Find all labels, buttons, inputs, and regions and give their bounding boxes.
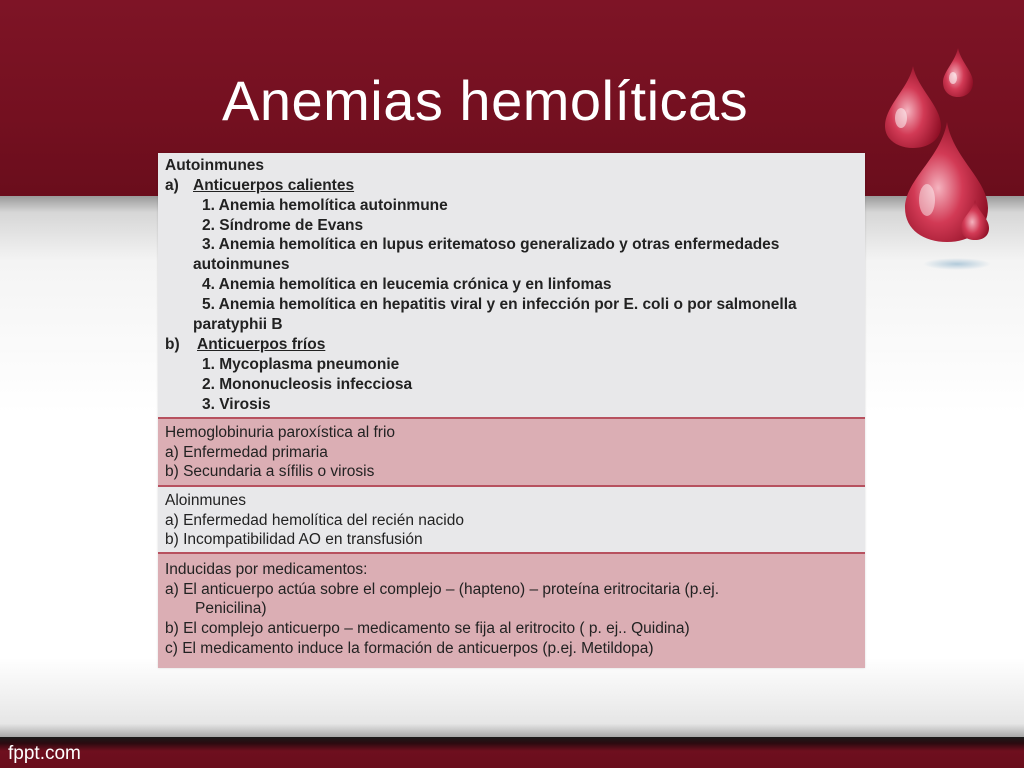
list-item: b) Secundaria a sífilis o virosis	[165, 463, 375, 480]
list-item: b) El complejo anticuerpo – medicamento se fija al eritrocito ( p. ej.. Quidina)	[165, 620, 690, 637]
list-item: 5. Anemia hemolítica en hepatitis viral y en infección por E. coli o por salmonella	[202, 296, 797, 313]
subheading-anticuerpos-calientes: Anticuerpos calientes	[193, 177, 355, 194]
list-item: 1. Mycoplasma pneumonie	[202, 356, 400, 373]
slide-title: Anemias hemolíticas	[222, 69, 749, 132]
list-item: 3. Anemia hemolítica en lupus eritematoso generalizado y otras enfermedades	[202, 236, 780, 253]
footer-bar	[0, 737, 1024, 768]
list-item: paratyphii B	[193, 316, 283, 333]
section-autoinmunes	[158, 153, 865, 417]
section-heading: Inducidas por medicamentos:	[165, 561, 368, 578]
list-item: a) El anticuerpo actúa sobre el complejo – (hapteno) – proteína eritrocitaria (p.ej.	[165, 581, 719, 598]
list-item: autoinmunes	[193, 256, 290, 273]
list-item: c) El medicamento induce la formación de anticuerpos (p.ej. Metildopa)	[165, 640, 654, 657]
list-item: 2. Mononucleosis infecciosa	[202, 376, 413, 393]
section-heading: Aloinmunes	[165, 492, 246, 509]
section-aloinmunes	[158, 485, 865, 552]
list-item: 2. Síndrome de Evans	[202, 217, 364, 234]
section-medicamentos	[158, 552, 865, 668]
list-item: 4. Anemia hemolítica en leucemia crónica y en linfomas	[202, 276, 612, 293]
list-item: 1. Anemia hemolítica autoinmune	[202, 197, 448, 214]
classification-table	[158, 153, 865, 668]
section-heading: Autoinmunes	[165, 157, 265, 174]
list-item: b) Incompatibilidad AO en transfusión	[165, 531, 423, 548]
subheading-anticuerpos-frios: Anticuerpos fríos	[197, 336, 326, 353]
list-item: 3. Virosis	[202, 396, 271, 413]
list-item: a) Enfermedad primaria	[165, 444, 328, 461]
section-heading: Hemoglobinuria paroxística al frio	[165, 424, 396, 441]
footer-brand: fppt.com	[8, 743, 81, 764]
list-marker: a)	[165, 177, 179, 194]
blood-drops-icon	[875, 40, 995, 280]
section-hemoglobinuria	[158, 417, 865, 485]
list-item: Penicilina)	[195, 600, 267, 617]
list-item: a) Enfermedad hemolítica del recién nacido	[165, 512, 464, 529]
list-marker: b)	[165, 336, 180, 353]
